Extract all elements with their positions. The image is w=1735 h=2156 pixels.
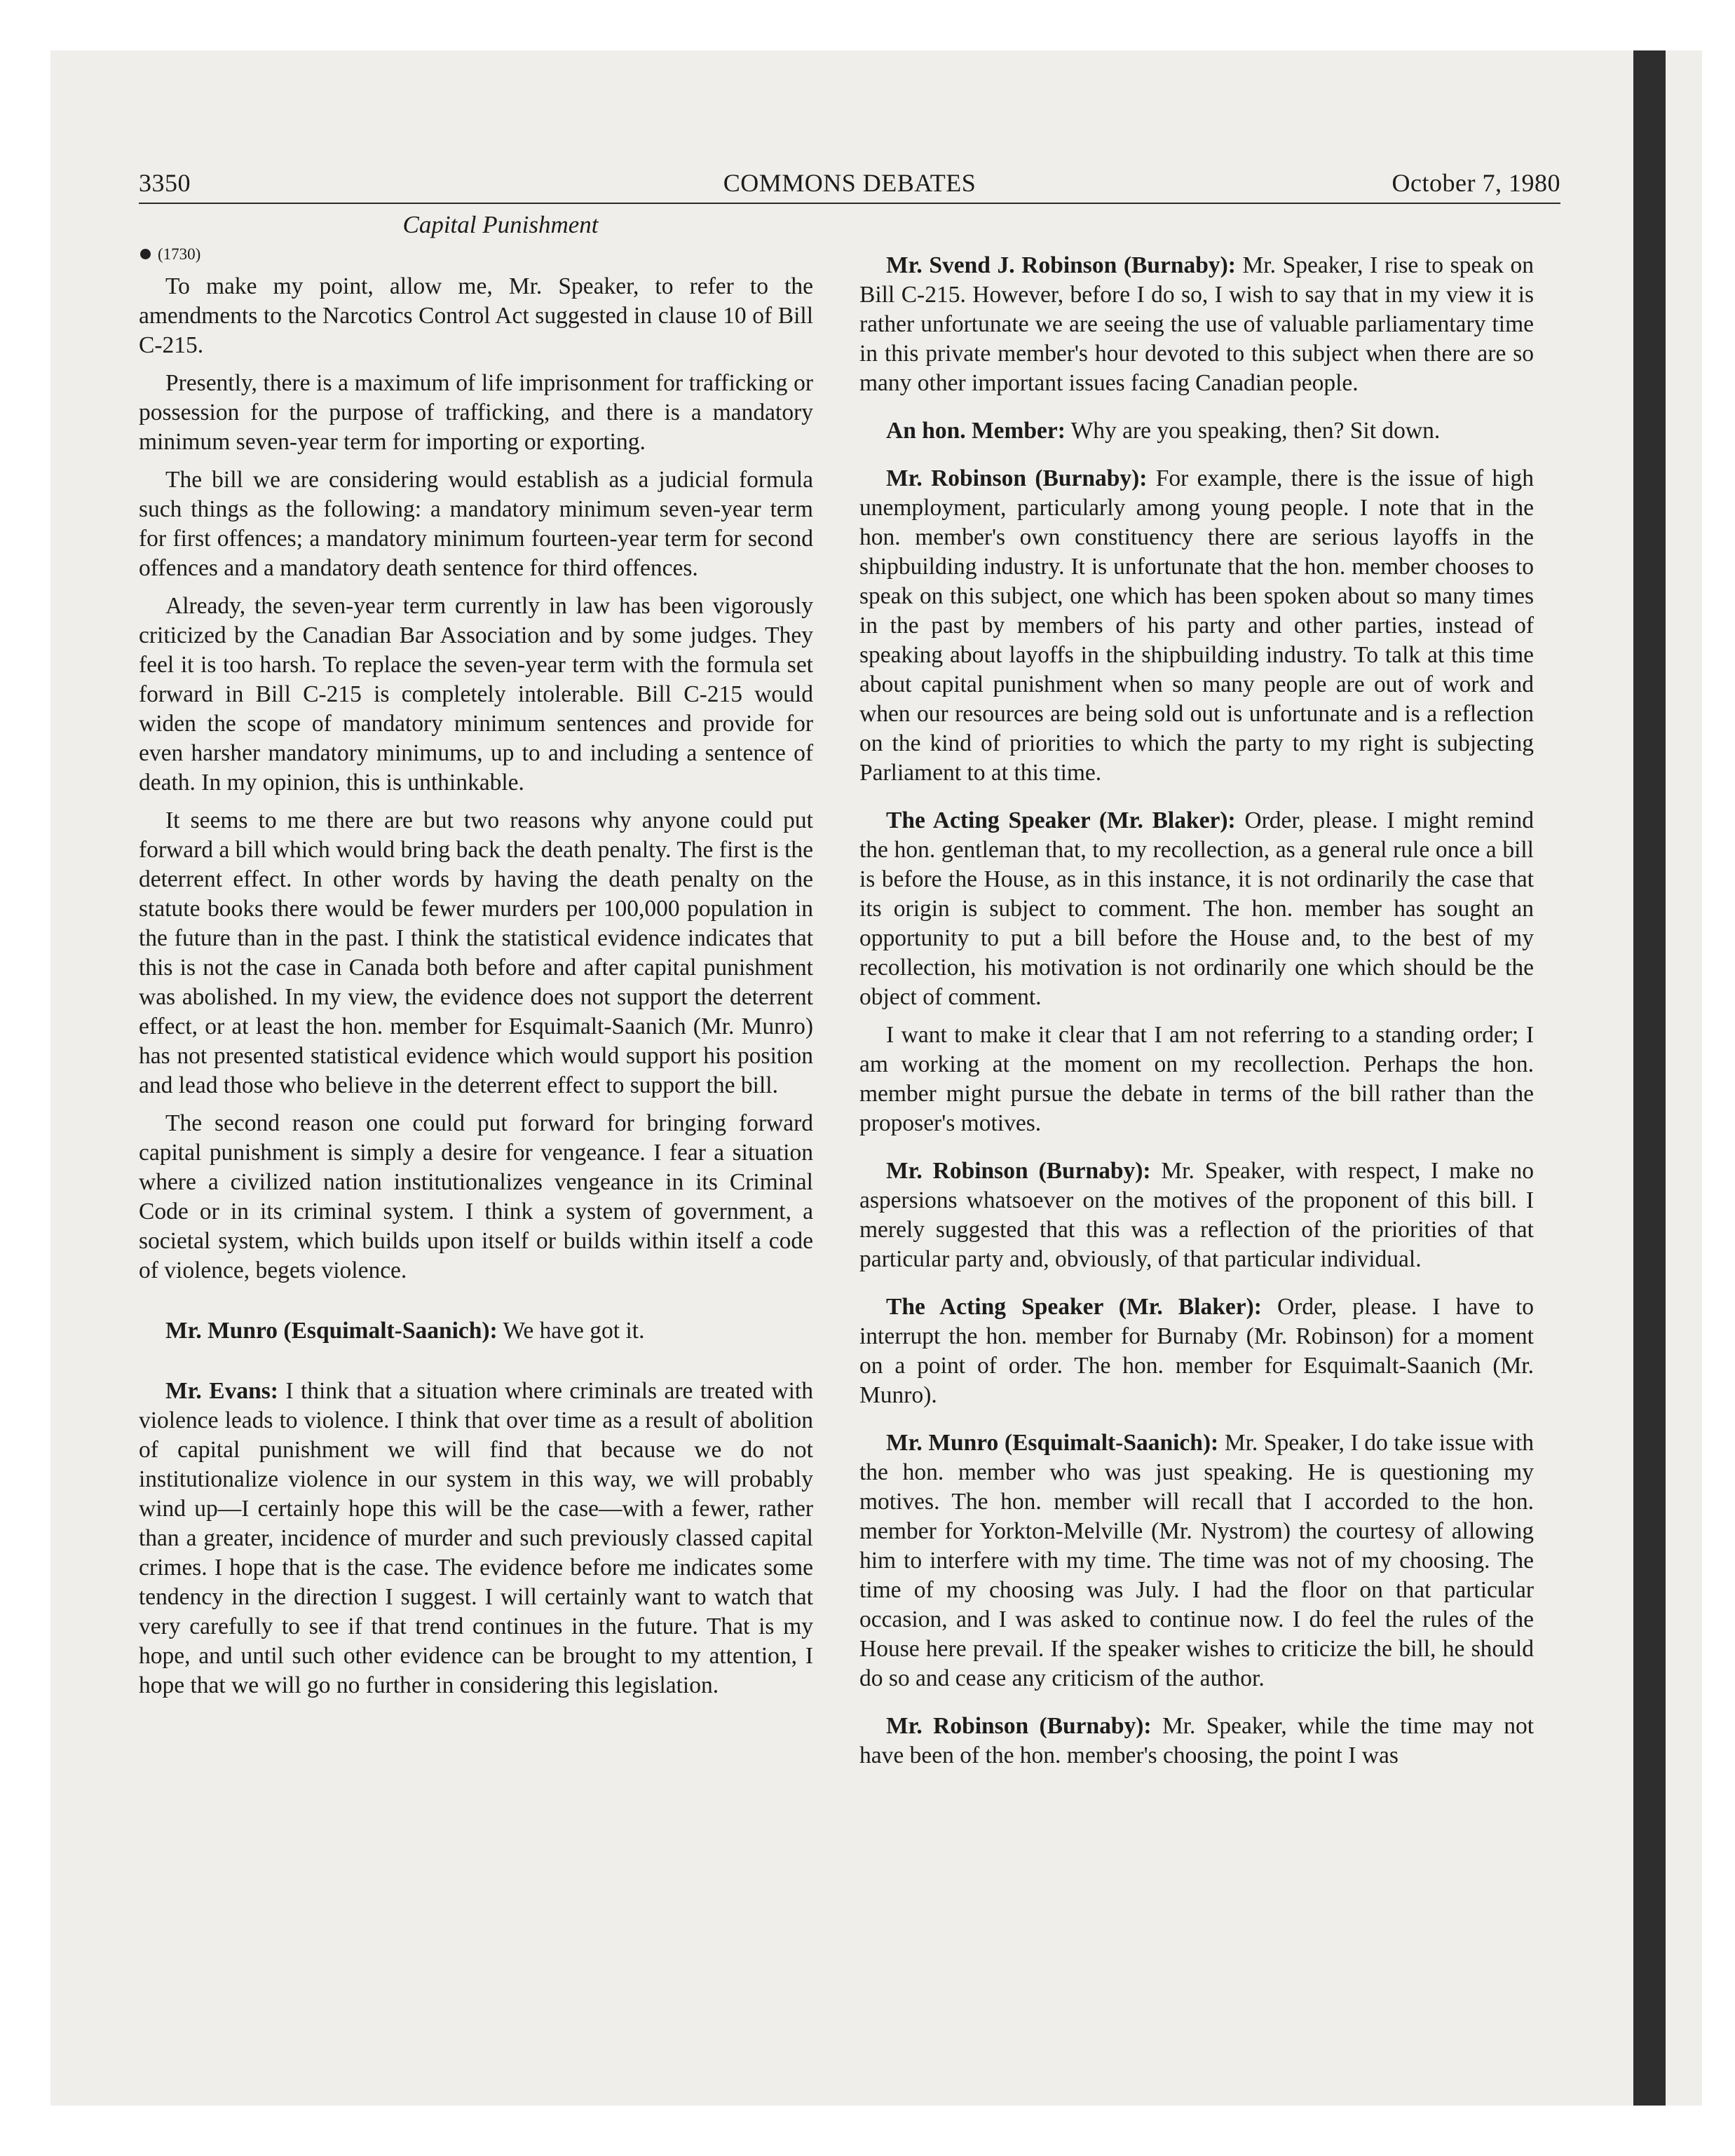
speaker-name: Mr. Evans: xyxy=(165,1378,278,1404)
speech-paragraph: Mr. Svend J. Robinson (Burnaby): Mr. Speaker, I rise to speak on Bill C-215. However, before I do so, I wish to say that in my view it is rather unfortunate we are seeing the use of valuable parliamentary time in this private member's hour devoted to this subject when there are so many other important issues facing Canadian people. xyxy=(859,252,1534,396)
speaker-name: Mr. Robinson (Burnaby): xyxy=(886,465,1148,491)
speaker-name: Mr. Robinson (Burnaby): xyxy=(886,1713,1152,1739)
speech-paragraph: The Acting Speaker (Mr. Blaker): Order, please. I might remind the hon. gentleman that, to my recollection, as a general rule once a bill is before the House, as in this instance, it is not ordinarily the case that its origin is subject to comment. The hon. member has sought an opportunity to put a bill before the House and, to the best of my recollection, his motivation is not ordinarily one which should be the object of comment. xyxy=(859,807,1534,1010)
scan-edge-shadow xyxy=(1633,50,1666,2106)
paragraph: Presently, there is a maximum of life imprisonment for trafficking or possession for the purpose of trafficking, and there is a mandatory minimum seven-year term for importing or exporting. xyxy=(139,370,813,455)
speech-paragraph: Mr. Evans: I think that a situation where criminals are treated with violence leads to violence. I think that over time as a result of abolition of capital punishment we will find that because we do not institutionalize violence in our system in this way, we will probably wind up—I certainly hope this will be the case—with a fewer, rather than a greater, incidence of murder and such previously classed capital crimes. I hope that is the case. The evidence before me indicates some tendency in the direction I suggest. I will certainly want to watch that very carefully to see if that trend continues in the future. That is my hope, and until such other evidence can be brought to my attention, I hope that we will go no further in considering this legislation. xyxy=(139,1378,813,1698)
speech-paragraph: The Acting Speaker (Mr. Blaker): Order, please. I have to interrupt the hon. member for Burnaby (Mr. Robinson) for a moment on a point of order. The hon. member for Esquimalt-Saanich (Mr. Munro). xyxy=(859,1294,1534,1408)
speech-paragraph: Mr. Munro (Esquimalt-Saanich): Mr. Speaker, I do take issue with the hon. member who was just speaking. He is questioning my motives. The hon. member will recall that I accorded to the hon. member for Yorkton-Melville (Mr. Nystrom) the courtesy of allowing him to interfere with my time. The time was not of my choosing. The time of my choosing was July. I had the floor on that particular occasion, and I was asked to continue now. I do feel the rules of the House here prevail. If the speaker wishes to criticize the bill, he should do so and cease any criticism of the author. xyxy=(859,1430,1534,1691)
speech-paragraph: Mr. Munro (Esquimalt-Saanich): We have got it. xyxy=(165,1318,645,1344)
speech-paragraph: Mr. Robinson (Burnaby): Mr. Speaker, while the time may not have been of the hon. member's choosing, the point I was xyxy=(859,1713,1534,1768)
speaker-name: An hon. Member: xyxy=(886,418,1066,444)
issue-date: October 7, 1980 xyxy=(1392,169,1560,197)
section-title: Capital Punishment xyxy=(402,211,599,238)
paragraph: To make my point, allow me, Mr. Speaker, to refer to the amendments to the Narcotics Control Act suggested in clause 10 of Bill C-215. xyxy=(139,273,813,358)
paragraph: It seems to me there are but two reasons why anyone could put forward a bill which would bring back the death penalty. The first is the deterrent effect. In other words by having the death penalty on the statute books there would be fewer murders per 100,000 population in the future than in the past. I think the statistical evidence indicates that this is not the case in Canada both before and after capital punishment was abolished. In my view, the evidence does not support the deterrent effect, or at least the hon. member for Esquimalt-Saanich (Mr. Munro) has not presented statistical evidence which would support his position and lead those who believe in the deterrent effect to support the bill. xyxy=(139,807,813,1098)
timestamp-text: (1730) xyxy=(158,245,201,263)
speaker-name: Mr. Munro (Esquimalt-Saanich): xyxy=(886,1430,1219,1456)
paragraph: I want to make it clear that I am not referring to a standing order; I am working at the moment on my recollection. Perhaps the hon. member might pursue the debate in terms of the bill rather than the proposer's motives. xyxy=(859,1022,1534,1136)
left-column xyxy=(139,210,813,1700)
running-header xyxy=(139,163,1560,203)
time-marker xyxy=(139,240,813,269)
publication-title: COMMONS DEBATES xyxy=(723,169,977,197)
speaker-name: The Acting Speaker (Mr. Blaker): xyxy=(886,807,1236,833)
paragraph: The second reason one could put forward for bringing forward capital punishment is simply a desire for vengeance. I fear a situation where a civilized nation institutionalizes vengeance in its Criminal Code or in its criminal system. I think a system of government, a societal system, which builds upon itself or builds within itself a code of violence, begets violence. xyxy=(139,1110,813,1283)
paragraph: Already, the seven-year term currently in law has been vigorously criticized by the Canadian Bar Association and by some judges. They feel it is too harsh. To replace the seven-year term with the formula set forward in Bill C-215 is completely intolerable. Bill C-215 would widen the scope of mandatory minimum sentences and provide for even harsher mandatory minimums, up to and including a sentence of death. In my opinion, this is unthinkable. xyxy=(139,593,813,796)
speech-paragraph: Mr. Robinson (Burnaby): For example, there is the issue of high unemployment, particularly among young people. I note that in the hon. member's own constituency there are serious layoffs in the shipbuilding industry. It is unfortunate that the hon. member chooses to speak on this subject, one which has been spoken about so many times in the past by members of his party and other parties, instead of speaking about layoffs in the shipbuilding industry. To talk at this time about capital punishment when so many people are out of work and when our resources are being sold out is unfortunate and is a reflection on the kind of priorities to which the party to my right is subjecting Parliament to at this time. xyxy=(859,465,1534,786)
speech-paragraph: Mr. Robinson (Burnaby): Mr. Speaker, with respect, I make no aspersions whatsoever on the motives of the proponent of this bill. I merely suggested that this was a reflection of the priorities of that particular party and, obviously, of that particular individual. xyxy=(859,1158,1534,1272)
speaker-name: Mr. Munro (Esquimalt-Saanich): xyxy=(165,1318,498,1344)
speaker-name: Mr. Svend J. Robinson (Burnaby): xyxy=(886,252,1236,278)
speech-paragraph: An hon. Member: Why are you speaking, then? Sit down. xyxy=(886,418,1441,444)
bullet-icon xyxy=(140,249,151,259)
speaker-name: The Acting Speaker (Mr. Blaker): xyxy=(886,1294,1262,1320)
right-column xyxy=(859,251,1534,1770)
page-number: 3350 xyxy=(139,169,191,197)
paragraph: The bill we are considering would establish as a judicial formula such things as the following: a mandatory minimum seven-year term for first offences; a mandatory minimum fourteen-year term for second offences and a mandatory death sentence for third offences. xyxy=(139,467,813,581)
speaker-name: Mr. Robinson (Burnaby): xyxy=(886,1158,1151,1184)
header-rule xyxy=(139,203,1560,204)
